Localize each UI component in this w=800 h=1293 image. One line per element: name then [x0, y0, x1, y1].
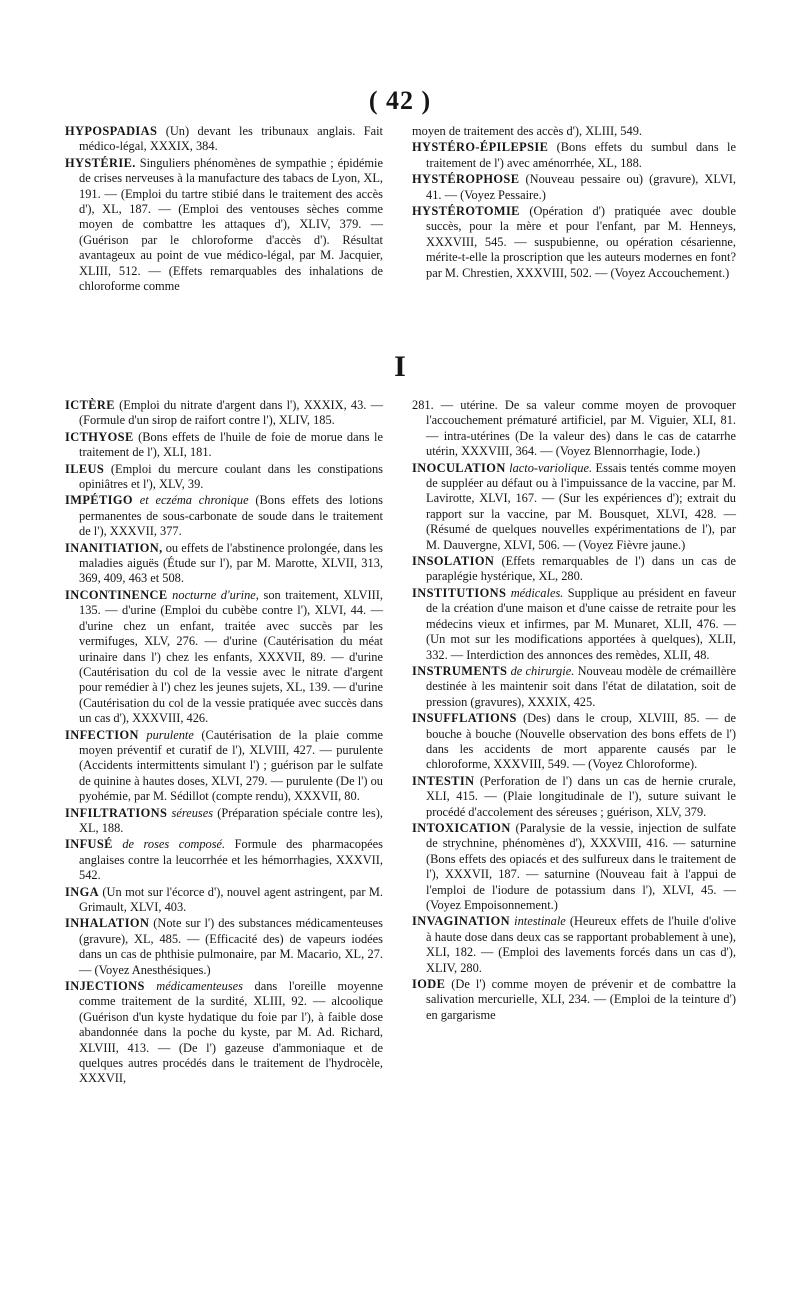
entry-headword: INANITIATION,: [65, 540, 163, 555]
entry-text: (Emploi du mercure coulant dans les constipations opiniâtres et l'), XLV, 39.: [79, 461, 383, 492]
section-letter: I: [394, 350, 406, 383]
index-entry: [65, 462, 383, 493]
index-entry: [65, 156, 383, 295]
page-number: ( 42 ): [368, 86, 432, 115]
entry-text: (Perforation de l') dans un cas de hernie crurale, XLI, 415. — (Plaie longitudinale de l'), suture suivant le procédé d'accolement des séreuses ; guérison, XLV, 379.: [426, 773, 736, 819]
entry-text: (Emploi du nitrate d'argent dans l'), XXXIX, 43. — (Formule d'un sirop de raifort contre l'), XLIV, 185.: [79, 398, 383, 428]
entry-qualifier: et eczéma chronique: [139, 493, 249, 508]
entry-text: (Note sur l') des substances médicamenteuses (gravure), XL, 485. — (Efficacité des) de vapeurs iodées dans un cas de phthisie pulmonaire, par M. Macario, XL, 27. — (Voyez Anesthésiques.): [79, 916, 383, 977]
entry-headword: INGA: [65, 884, 99, 899]
index-entry: [65, 493, 383, 539]
entry-headword: ILEUS: [65, 461, 105, 476]
index-entry: [412, 124, 736, 139]
entry-headword: HYSTÉROPHOSE: [412, 172, 520, 187]
entry-headword: IODE: [412, 977, 446, 992]
index-entry: [412, 140, 736, 171]
entry-qualifier: intestinale: [514, 914, 566, 929]
entry-headword: INHALATION: [65, 916, 150, 931]
entry-text: (Nouveau pessaire ou) (gravure), XLVI, 41. — (Voyez Pessaire.): [426, 172, 736, 202]
entry-headword: INTESTIN: [412, 773, 475, 788]
entry-text: (Paralysie de la vessie, injection de sulfate de strychnine, phénomènes d'), XXXVIII, 416. — saturnine (Bons effets des opiacés et des sulfureux dans le traitement de l'), XXXVII, 187. — saturnine (Nouveau fait à l'appui de l'emploi de l'iodure de potassium dans l'), XLVI, 45. — (Voyez Empoisonnement.): [426, 820, 736, 912]
entry-text: Singuliers phénomènes de sympathie ; épidémie de crises nerveuses à la manufacture des tabacs de Lyon, XL, 191. — (Emploi du tartre stibié dans le traitement des accès d'), XL, 187. — (Emploi des ventouses sèches comme moyen de combattre les attaques d'), XLIV, 379. — (Guérison par le chloroforme d'accès d'). Résultat avantageux au point de vue médico-légal, par M. Jacquier, XLIII, 512. — (Effets remarquables des inhalations de chloroforme comme: [79, 155, 383, 294]
entry-qualifier: de chirurgie.: [510, 663, 575, 678]
index-entry: [65, 885, 383, 916]
index-entry: [65, 979, 383, 1087]
index-entry: [412, 711, 736, 773]
entry-text: (Des) dans le croup, XLVIII, 85. — de bouche à bouche (Nouvelle observation des bons effets de l') dans les accidents de mort apparente causés par le chloroforme, XXXVIII, 549. — (Voyez Chloroforme).: [426, 711, 736, 772]
entry-text: (Cautérisation de la plaie comme moyen préventif et curatif de l'), XLVIII, 427. — purulente (Accidents intermittents simulant l') ; guérison par le sulfate de quinine à hautes doses, XLVI, 279. — purulente (De l') ou pyohémie, par M. Sédillot (compte rendu), XXXVII, 80.: [79, 727, 383, 804]
entry-text: 281. — utérine. De sa valeur comme moyen de provoquer l'accouchement prématuré artificiel, par M. Viguier, XLI, 81. — intra-utérines (De la valeur des) dans le cas de catarrhe utérin, XXXVIII, 364. — (Voyez Blennorrhagie, Iode.): [412, 398, 736, 459]
entry-qualifier: de roses composé.: [122, 837, 226, 852]
entry-headword: INFUSÉ: [65, 837, 113, 852]
entry-text: (Préparation spéciale contre les), XL, 188.: [79, 805, 383, 835]
entry-headword: INVAGINATION: [412, 914, 510, 929]
entry-qualifier: nocturne d'urine,: [172, 587, 259, 602]
index-entry: [65, 430, 383, 461]
index-entry: [65, 806, 383, 837]
entry-text: son traitement, XLVIII, 135. — d'urine (Emploi du cubèbe contre l'), XLVI, 44. — d'urine chez un enfant, traitée avec succès par les vermifuges, XLV, 276. — d'urine (Cautérisation du méat urinaire dans l') chez les enfants, XXXVII, 89. — d'urine (Cautérisation du col de la vessie avec le nitrate d'argent pour remédier à l') chez les jeunes sujets, XL, 139. — d'urine (Cautérisation du col de la vessie pratiquée avec succès dans un cas d'), XXXVIII, 426.: [79, 587, 383, 726]
index-entry: [412, 977, 736, 1023]
entry-qualifier: médicales.: [510, 585, 564, 600]
index-entry: [412, 774, 736, 820]
entry-text: Nouveau modèle de crémaillère destinée à les maintenir soit dans l'état de dilatation, soit de pression (gravures), XXXIX, 425.: [426, 663, 736, 709]
entry-headword: IMPÉTIGO: [65, 493, 133, 508]
entry-text: (Heureux effets de l'huile d'olive à haute dose dans deux cas se rapportant probablement à une), XLI, 182. — (Emploi des lavements forcés dans un cas d'), XLIV, 280.: [426, 914, 736, 975]
entry-headword: INTOXICATION: [412, 820, 511, 835]
entry-text: (De l') comme moyen de prévenir et de combattre la salivation mercurielle, XLI, 234. — (Emploi de la teinture d') en gargarisme: [426, 977, 736, 1022]
entry-headword: INSOLATION: [412, 554, 495, 569]
entry-text: ou effets de l'abstinence prolongée, dans les maladies aiguës (Étude sur l'), par M. Marotte, XLVII, 313, 369, 409, 463 et 508.: [79, 540, 383, 586]
index-entry: [65, 916, 383, 978]
entry-headword: INFILTRATIONS: [65, 805, 168, 820]
entry-text: dans l'oreille moyenne comme traitement de la surdité, XLIII, 92. — alcoolique (Guérison d'un kyste hydatique du foie par l'), à faible dose abandonnée dans la poche du kyste, par M. Ad. Richard, XLVIII, 413. — (De l') gazeuse d'ammoniaque et de quelques autres procédés dans le traitement de l'hydrocèle, XXXVII,: [79, 979, 383, 1086]
index-entry: [65, 398, 383, 429]
entry-text: (Bons effets de l'huile de foie de morue dans le traitement de l'), XLI, 181.: [79, 429, 383, 460]
entry-text: Essais tentés comme moyen de suppléer au défaut ou à l'impuissance de la vaccine, par M. Lavirotte, XLVI, 167. — (Sur les expériences d'); extrait du rapport sur la vaccine, par M. Bousquet, XLVI, 428. — (Résumé de quelques nouvelles expérimentations de l'), par M. Dauvergne, XLVI, 506. — (Voyez Fièvre jaune.): [426, 460, 736, 552]
index-entry: [412, 554, 736, 585]
entry-headword: HYSTÉRO-ÉPILEPSIE: [412, 140, 549, 155]
index-entry: [412, 821, 736, 913]
column-top-left: [65, 124, 383, 295]
index-entry: [65, 728, 383, 805]
entry-text: Supplique au président en faveur de la création d'une maison et d'une caisse de retraite pour les médecins vieux et infirmes, par M. Munaret, XLII, 476. — (Un mot sur les modifications apportées à quelques), XLII, 332. — Interdiction des annonces des remèdes, XLII, 48.: [426, 585, 736, 662]
entry-headword: INJECTIONS: [65, 979, 145, 994]
column-top-right: [412, 124, 736, 282]
index-entry: [65, 124, 383, 155]
index-entry: [412, 586, 736, 663]
entry-headword: INCONTINENCE: [65, 587, 168, 602]
column-bottom-right: [412, 398, 736, 1024]
entry-qualifier: purulente: [146, 727, 194, 742]
index-entry: [65, 837, 383, 883]
index-entry: [65, 588, 383, 727]
entry-headword: INSUFFLATIONS: [412, 711, 517, 726]
index-entry: [412, 172, 736, 203]
entry-headword: INSTRUMENTS: [412, 663, 508, 678]
entry-text: (Effets remarquables de l') dans un cas de paraplégie hystérique, XL, 280.: [426, 554, 736, 584]
index-entry: [412, 664, 736, 710]
index-entry: [412, 914, 736, 976]
entry-headword: INOCULATION: [412, 460, 506, 475]
entry-text: moyen de traitement des accès d'), XLIII, 549.: [412, 124, 642, 138]
entry-qualifier: médicamenteuses: [156, 979, 243, 994]
entry-headword: ICTHYOSE: [65, 429, 134, 444]
entry-headword: INFECTION: [65, 727, 139, 742]
entry-text: (Un mot sur l'écorce d'), nouvel agent astringent, par M. Grimault, XLVI, 403.: [79, 884, 383, 914]
entry-qualifier: séreuses: [171, 805, 214, 820]
entry-headword: HYSTÉROTOMIE: [412, 204, 520, 219]
entry-text: (Un) devant les tribunaux anglais. Fait médico-légal, XXXIX, 384.: [79, 124, 383, 154]
index-entry: [412, 398, 736, 460]
entry-headword: ICTÈRE: [65, 398, 115, 412]
index-entry: [412, 461, 736, 553]
entry-text: (Bons effets des lotions permanentes de sous-carbonate de soude dans le traitement de l'), XXXVII, 377.: [79, 493, 383, 539]
column-bottom-left: [65, 398, 383, 1088]
index-entry: [65, 541, 383, 587]
entry-text: Formule des pharmacopées anglaises contre la leucorrhée et les hémorrhagies, XXXVII, 542.: [79, 837, 383, 883]
entry-text: (Bons effets du sumbul dans le traitement de l') avec aménorrhée, XL, 188.: [426, 140, 736, 170]
entry-headword: HYPOSPADIAS: [65, 124, 158, 138]
entry-headword: HYSTÉRIE.: [65, 155, 136, 170]
entry-headword: INSTITUTIONS: [412, 585, 507, 600]
entry-text: (Opération d') pratiquée avec double succès, pour la mère et pour l'enfant, par M. Henneys, XXXVIII, 545. — suspubienne, ou opération césarienne, mérite-t-elle la proscription que les auteurs modernes en font? par M. Chrestien, XXXVIII, 502. — (Voyez Accouchement.): [426, 204, 736, 280]
index-entry: [412, 204, 736, 281]
entry-qualifier: lacto-variolique.: [509, 460, 593, 475]
